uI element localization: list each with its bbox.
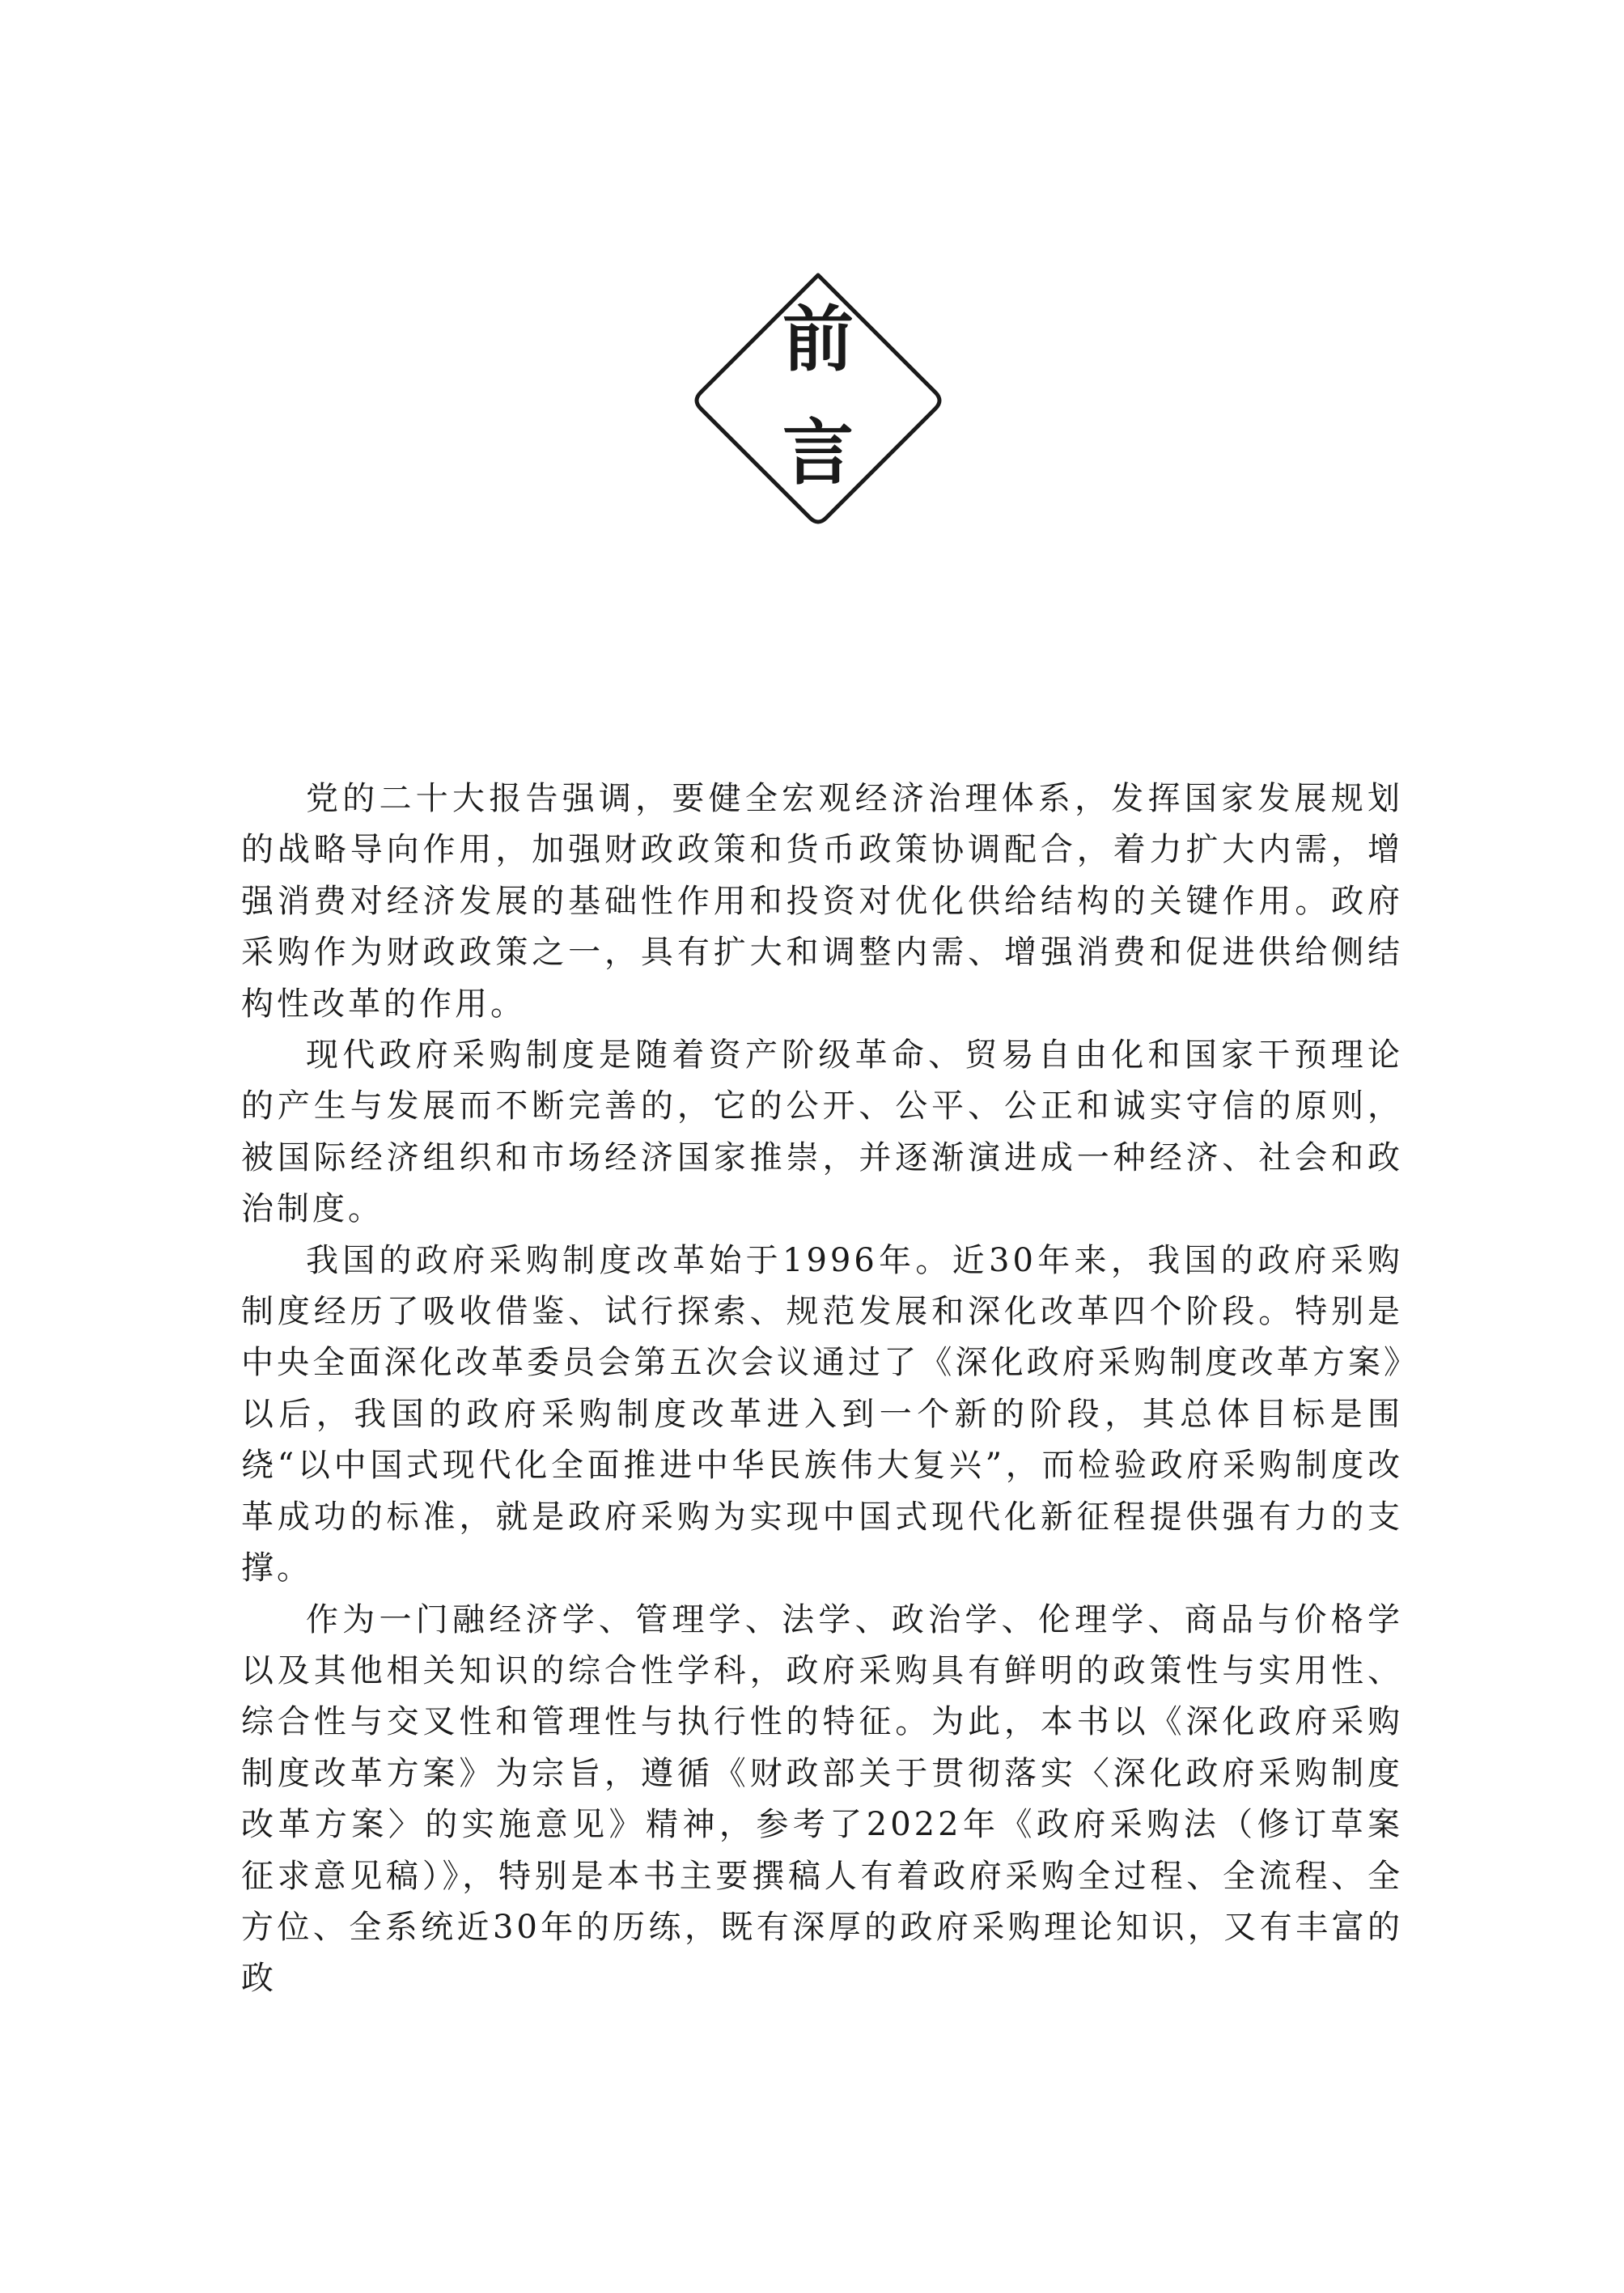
- preface-body: [241, 774, 1403, 2005]
- paragraph-3: 我国的政府采购制度改革始于1996年。近30年来，我国的政府采购制度经历了吸收借鉴、试行探索、规范发展和深化改革四个阶段。特别是中央全面深化改革委员会第五次会议通过了《深化政府采购制度改革方案》以后，我国的政府采购制度改革进入到一个新的阶段，其总体目标是围绕“以中国式现代化全面推进中华民族伟大复兴”，而检验政府采购制度改革成功的标准，就是政府采购为实现中国式现代化新征程提供强有力的支撑。: [241, 1241, 1403, 1587]
- paragraph-1: 党的二十大报告强调，要健全宏观经济治理体系，发挥国家发展规划的战略导向作用，加强财政政策和货币政策协调配合，着力扩大内需，增强消费对经济发展的基础性作用和投资对优化供给结构的关键作用。政府采购作为财政政策之一，具有扩大和调整内需、增强消费和促进供给侧结构性改革的作用。: [241, 780, 1403, 1023]
- title-char-2: 言: [782, 411, 854, 494]
- paragraph-2: 现代政府采购制度是随着资产阶级革命、贸易自由化和国家干预理论的产生与发展而不断完善的，它的公开、公平、公正和诚实守信的原则，被国际经济组织和市场经济国家推崇，并逐渐演进成一种经济、社会和政治制度。: [241, 1036, 1403, 1228]
- paragraph-4: 作为一门融经济学、管理学、法学、政治学、伦理学、商品与价格学以及其他相关知识的综合性学科，政府采购具有鲜明的政策性与实用性、综合性与交叉性和管理性与执行性的特征。为此，本书以《深化政府采购制度改革方案》为宗旨，遵循《财政部关于贯彻落实〈深化政府采购制度改革方案〉的实施意见》精神，参考了2022年《政府采购法（修订草案征求意见稿）》，特别是本书主要撰稿人有着政府采购全过程、全流程、全方位、全系统近30年的历练，既有深厚的政府采购理论知识，又有丰富的政: [241, 1600, 1403, 1998]
- title-badge: [685, 267, 952, 534]
- title-char-1: 前: [782, 298, 854, 381]
